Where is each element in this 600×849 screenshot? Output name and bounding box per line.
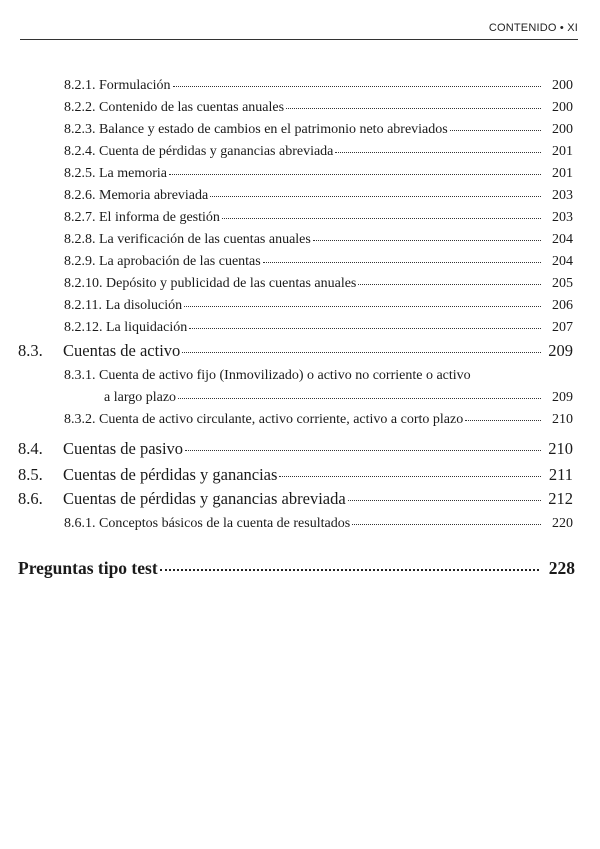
toc-entry [18,339,573,363]
dot-leader [185,435,541,451]
page-number: 200 [552,78,573,93]
dot-leader [169,161,541,175]
dot-leader [352,511,541,525]
entry-title: 8.2.8. La verificación de las cuentas anuales [64,232,311,247]
toc-entry [18,463,573,487]
section-number: 8.5. [18,465,43,484]
entry-title: 8.2.6. Memoria abreviada [64,188,209,203]
entry-title: 8.2.5. La memoria [64,166,168,181]
page-number: 204 [552,232,573,247]
page-number: 204 [552,254,573,269]
page-number: 220 [552,516,573,531]
dot-leader [184,293,541,307]
entry-title: 8.2.12. La liquidación [64,320,188,335]
toc-entry [64,207,573,229]
dot-leader [222,205,541,219]
toc-entry [18,437,573,461]
page-number: 203 [552,210,573,225]
entry-title: a largo plazo [104,390,177,405]
dot-leader [450,117,541,131]
entry-title: 8.2.11. La disolución [64,298,183,313]
page-number: 212 [548,489,573,508]
page-number: 209 [552,390,573,405]
entry-title: 8.2.10. Depósito y publicidad de las cuentas anuales [64,276,357,291]
page-number: 203 [552,188,573,203]
entry-title: 8.3.1. Cuenta de activo fijo (Inmovilizado) o activo no corriente o activo [64,368,471,383]
entry-title: 8.2.7. El informa de gestión [64,210,220,225]
dot-leader [173,73,541,87]
toc-entry [64,75,573,97]
dot-leader [348,485,541,501]
entry-title: Cuentas de pérdidas y ganancias abreviada [63,489,346,508]
dot-leader [182,337,541,353]
toc-entry [64,513,573,535]
dot-leader [465,407,541,421]
dot-leader [160,553,539,571]
running-head: CONTENIDO • XI [488,22,578,34]
dot-leader [286,95,541,109]
section-number: 8.4. [18,439,43,458]
toc-entry [104,387,573,409]
toc-entry [64,97,573,119]
page-number: 207 [552,320,573,335]
toc-entry [64,141,573,163]
page-number: 228 [548,558,575,578]
entry-title: 8.3.2. Cuenta de activo circulante, activo corriente, activo a corto plazo [64,412,464,427]
toc-entry [18,555,575,581]
toc-entry [64,317,573,339]
dot-leader [210,183,541,197]
page-number: 201 [552,166,573,181]
page-number: 209 [548,341,573,360]
dot-leader [263,249,541,263]
dot-leader [189,315,541,329]
dot-leader [358,271,541,285]
entry-title: 8.6.1. Conceptos básicos de la cuenta de resultados [64,516,351,531]
toc-entry [64,365,573,387]
toc-entry [64,295,573,317]
header-rule [20,39,578,40]
toc-entry [64,163,573,185]
dot-leader [178,385,541,399]
page-number: 211 [548,465,573,484]
page-number: 201 [552,144,573,159]
entry-title: 8.2.3. Balance y estado de cambios en el patrimonio neto abreviados [64,122,448,137]
entry-title: 8.2.1. Formulación [64,78,171,93]
entry-title: Cuentas de activo [63,341,181,360]
toc-entry [18,487,573,511]
page-number: 205 [552,276,573,291]
page-number: 200 [552,100,573,115]
entry-title: Cuentas de pasivo [63,439,184,458]
page-number: 210 [552,412,573,427]
toc-entry [64,185,573,207]
dot-leader [279,461,541,477]
dot-leader [313,227,541,241]
toc-entry [64,119,573,141]
dot-leader [335,139,541,153]
page-number: 210 [548,439,573,458]
page-number: 200 [552,122,573,137]
entry-title: 8.2.9. La aprobación de las cuentas [64,254,261,269]
toc-entry [64,273,573,295]
toc-entry [64,251,573,273]
entry-title: Cuentas de pérdidas y ganancias [63,465,278,484]
toc-entry [64,229,573,251]
entry-title: 8.2.4. Cuenta de pérdidas y ganancias abreviada [64,144,334,159]
section-number: 8.6. [18,489,43,508]
page-number: 206 [552,298,573,313]
section-number: 8.3. [18,341,43,360]
entry-title: Preguntas tipo test [18,558,158,578]
toc-entry [64,409,573,431]
entry-title: 8.2.2. Contenido de las cuentas anuales [64,100,285,115]
